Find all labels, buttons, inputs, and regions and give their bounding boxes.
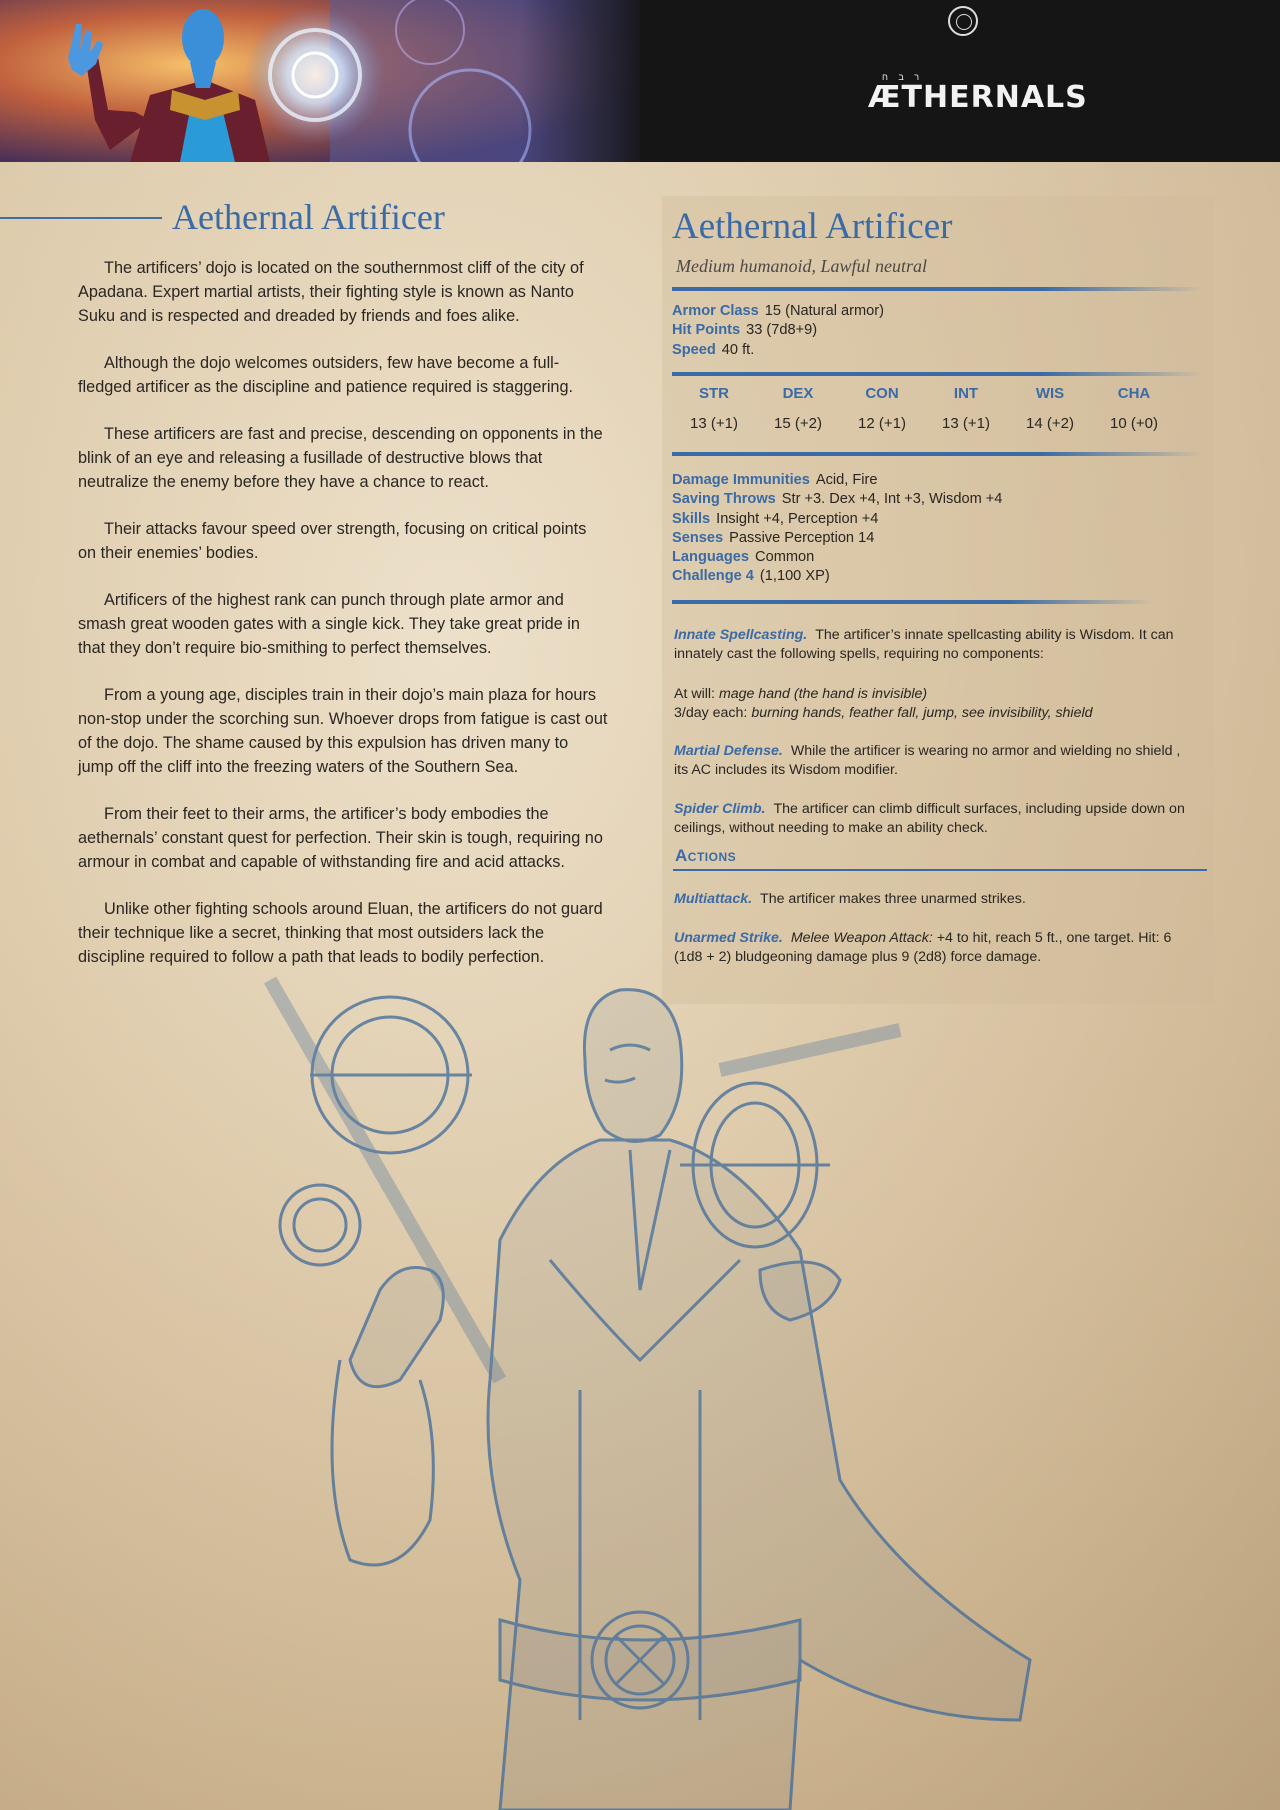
ability-name: CHA <box>1117 385 1151 402</box>
per-day-spells: 3/day each: burning hands, feather fall, jump, see invisibility, shield <box>674 705 1093 722</box>
seal-icon <box>948 6 978 36</box>
ability-score: 14 (+2) <box>1026 415 1074 432</box>
senses-line: Senses Passive Perception 14 <box>672 529 875 546</box>
ability-name: WIS <box>1035 385 1065 402</box>
attack-type: Melee Weapon Attack: <box>790 930 933 946</box>
statblock-title: Aethernal Artificer <box>672 206 953 247</box>
damage-immunities-line: Damage Immunities Acid, Fire <box>672 472 878 488</box>
challenge-line: Challenge 4 (1,100 XP) <box>672 568 830 585</box>
lore-title: Aethernal Artificer <box>172 197 445 237</box>
ability-name: STR <box>699 385 729 402</box>
actions-heading: Actions <box>675 846 737 865</box>
lore-paragraph: These artificers are fast and precise, descending on opponents in the blink of an eye and releasing a fusillade of destructive blows that neutralize the enemy before they have a chance to react. <box>78 425 603 491</box>
innate-spellcasting-trait <box>674 626 1194 664</box>
skills-line: Skills Insight +4, Perception +4 <box>672 510 879 527</box>
trait-name: Innate Spellcasting. <box>674 627 808 643</box>
trait-name: Spider Climb. <box>674 801 766 817</box>
ability-score: 13 (+1) <box>942 415 990 432</box>
spell-list <box>674 685 1194 723</box>
action-text: +4 to hit, reach 5 ft., one target. Hit: 6 (1d8 + 2) bludgeoning damage plus 9 (2d8) force damage. <box>674 930 1172 966</box>
trait-name: Martial Defense. <box>674 743 783 759</box>
multiattack-action <box>674 890 1194 909</box>
trait-text: The artificer can climb difficult surfaces, including upside down on ceilings, without needing to make an ability check. <box>674 801 1185 837</box>
speed-line: Speed 40 ft. <box>672 341 755 358</box>
ability-name: DEX <box>782 385 814 402</box>
lore-paragraph: Unlike other fighting schools around Eluan, the artificers do not guard their technique like a secret, thinking that most outsiders lack the discipline required to follow a path that leads to bodily perfection. <box>78 900 603 966</box>
ability-score: 15 (+2) <box>774 415 822 432</box>
actions-rule <box>673 869 1207 871</box>
ability-name: CON <box>865 385 899 402</box>
title-rule <box>0 217 162 219</box>
ability-score: 10 (+0) <box>1110 415 1158 432</box>
martial-defense-trait <box>674 742 1194 780</box>
logo-tagline: ר ב ח <box>882 72 924 82</box>
lore-paragraph: Although the dojo welcomes outsiders, few have become a full-fledged artificer as the discipline and patience required is staggering. <box>78 354 574 396</box>
divider <box>672 287 1202 291</box>
ability-scores <box>672 415 1176 432</box>
ability-headers <box>672 385 1176 402</box>
trait-text: While the artificer is wearing no armor and wielding no shield , its AC includes its Wisdom modifier. <box>674 743 1181 779</box>
statblock-subtitle: Medium humanoid, Lawful neutral <box>676 256 927 276</box>
action-name: Multiattack. <box>674 891 753 907</box>
trait-text: The artificer’s innate spellcasting ability is Wisdom. It can innately cast the following spells, requiring no components: <box>674 627 1174 663</box>
aethernals-logo: ÆTHERNALS <box>868 80 1088 115</box>
spider-climb-trait <box>674 800 1194 838</box>
armor-class-line: Armor Class 15 (Natural armor) <box>672 303 885 319</box>
banner-fade <box>520 0 650 162</box>
action-text: The artificer makes three unarmed strikes. <box>760 891 1026 907</box>
divider <box>672 372 1202 376</box>
languages-line: Languages Common <box>672 549 815 566</box>
saving-throws-line: Saving Throws Str +3. Dex +4, Int +3, Wisdom +4 <box>672 491 1003 508</box>
defense-stats <box>672 302 1212 360</box>
lore-paragraph: From a young age, disciples train in their dojo’s main plaza for hours non-stop under the scorching sun. Whoever drops from fatigue is cast out of the dojo. The shame caused by this expulsion has driven many to jump off the cliff into the freezing waters of the Southern Sea. <box>78 686 608 776</box>
lore-paragraph: The artificers’ dojo is located on the southernmost cliff of the city of Apadana. Expert martial artists, their fighting style is known as Nanto Suku and is respected and dreaded by friends and foes alike. <box>78 259 584 325</box>
ability-score: 13 (+1) <box>690 415 738 432</box>
ability-score: 12 (+1) <box>858 415 906 432</box>
lore-paragraph: Their attacks favour speed over strength, focusing on critical points on their enemies’ bodies. <box>78 520 587 562</box>
lore-paragraph: Artificers of the highest rank can punch through plate armor and smash great wooden gates with a single kick. They take great pride in that they don’t require bio-smithing to perfect themselves. <box>78 591 580 657</box>
ability-name: INT <box>953 385 979 402</box>
at-will-spells: At will: mage hand (the hand is invisible) <box>674 686 928 702</box>
lore-paragraph: From their feet to their arms, the artificer’s body embodies the aethernals’ constant quest for perfection. Their skin is tough, requiring no armour in combat and capable of withstanding fire and acid attacks. <box>78 805 603 871</box>
hit-points-line: Hit Points 33 (7d8+9) <box>672 322 818 339</box>
properties <box>672 471 1212 587</box>
header-banner <box>0 0 1280 162</box>
divider <box>672 452 1202 456</box>
artificer-figure-sketch <box>200 960 1200 1810</box>
action-name: Unarmed Strike. <box>674 930 783 946</box>
lore-text <box>78 256 608 992</box>
divider <box>672 600 1152 604</box>
